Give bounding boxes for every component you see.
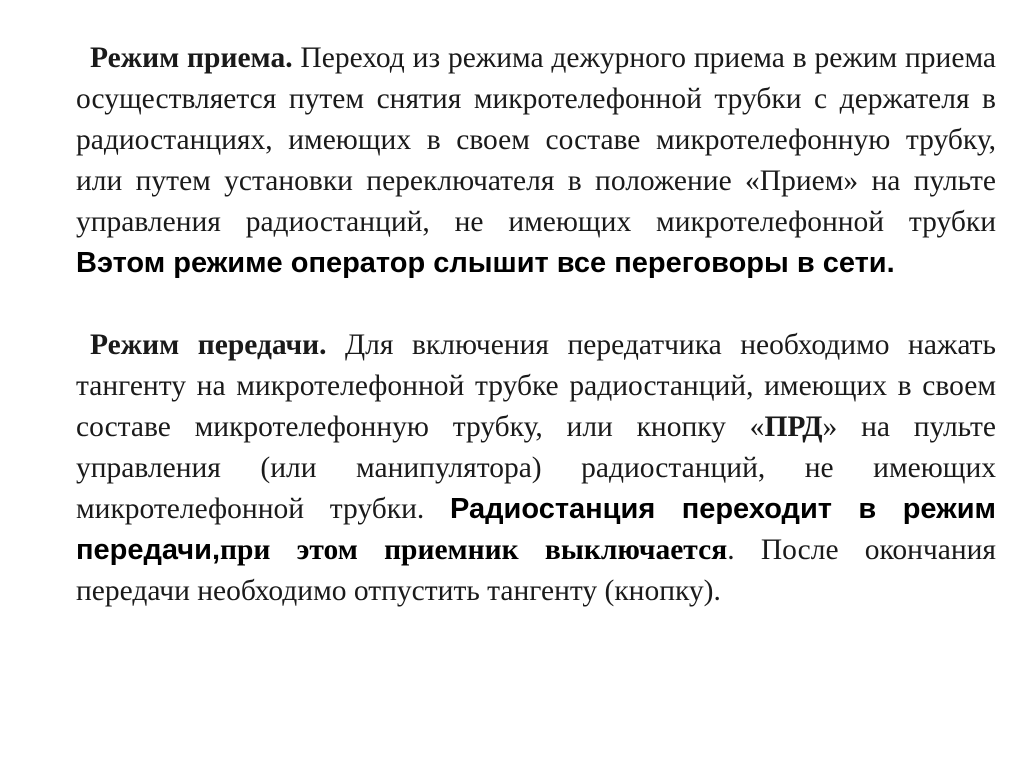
transmit-mode-emphasis-serif: при этом приемник выключается [220, 534, 728, 566]
transmit-mode-heading: Режим передачи. [90, 329, 327, 361]
receive-mode-emphasis: Вэтом режиме оператор слышит все переговоры в сети. [76, 247, 895, 279]
receive-mode-paragraph [76, 38, 996, 284]
transmit-mode-text-b: » на пульте управления (или манипулятора) радиостанций, не имеющих микротелефонной трубки. [76, 411, 996, 525]
transmit-mode-paragraph [76, 325, 996, 612]
receive-mode-heading: Режим приема. [90, 42, 293, 74]
transmit-mode-text-c: . После окончания передачи необходимо отпустить тангенту (кнопку). [76, 534, 996, 607]
receive-mode-text: Переход из режима дежурного приема в режим приема осуществляется путем снятия микротелефонной трубки с держателя в радиостанциях, имеющих в своем составе микротелефонную трубку, или путем установки переключателя в положение «Прием» на пульте управления радиостанций, не имеющих микротелефонной трубки [76, 42, 996, 238]
transmit-mode-text-a: Для включения передатчика необходимо нажать тангенту на микротелефонной трубке радиостанций, имеющих в своем составе микротелефонную трубку, или кнопку « [76, 329, 996, 443]
prd-button-name: ПРД [764, 411, 823, 443]
transmit-mode-emphasis-sans: Радиостанция переходит в режим передачи, [76, 493, 997, 566]
document-page [76, 38, 996, 612]
